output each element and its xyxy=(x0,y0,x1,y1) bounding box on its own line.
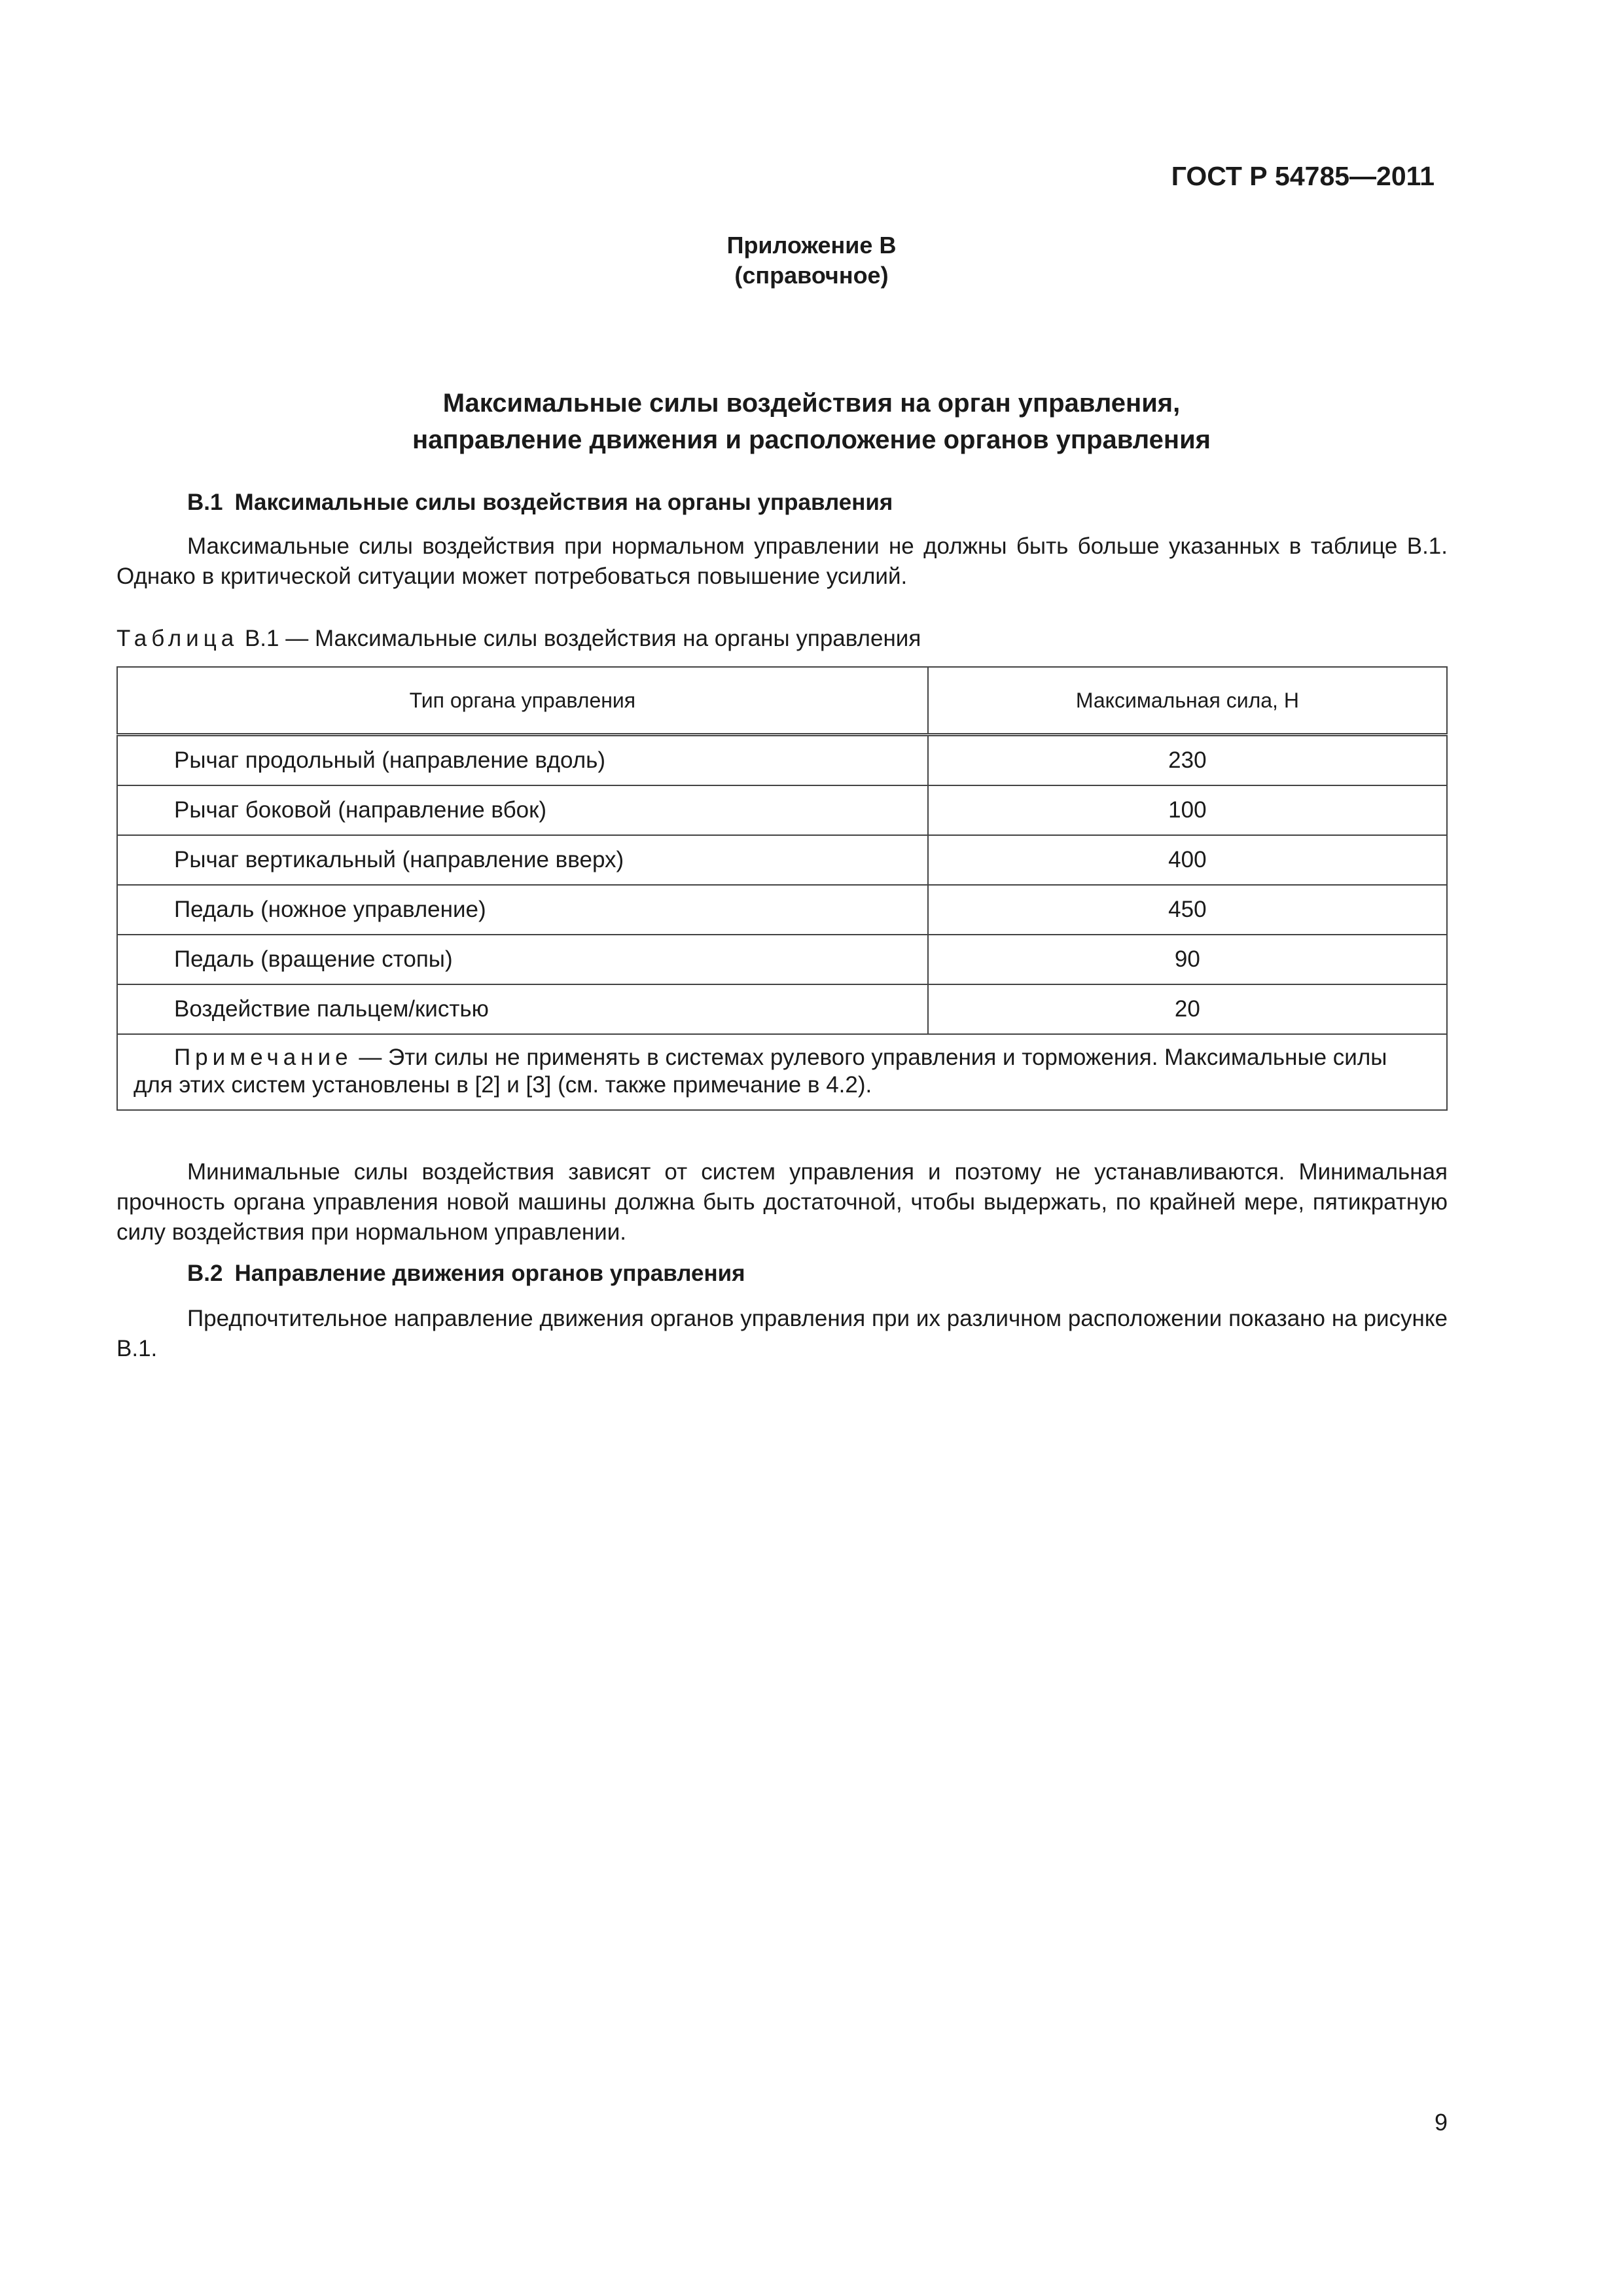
table-header-row xyxy=(117,667,1447,735)
column-header-force: Максимальная сила, Н xyxy=(928,667,1447,735)
table-row xyxy=(117,935,1447,984)
cell-force: 20 xyxy=(928,984,1447,1034)
cell-type: Рычаг продольный (направление вдоль) xyxy=(117,735,928,786)
section-b1-heading xyxy=(187,490,893,516)
cell-type: Педаль (вращение стопы) xyxy=(117,935,928,984)
table-row xyxy=(117,984,1447,1034)
table-note-word: Примечание xyxy=(174,1045,353,1070)
minimum-forces-paragraph xyxy=(116,1157,1448,1247)
appendix-status: (справочное) xyxy=(734,262,889,289)
cell-force: 100 xyxy=(928,785,1447,835)
cell-type: Воздействие пальцем/кистью xyxy=(117,984,928,1034)
page-number: 9 xyxy=(1434,2109,1448,2136)
table-row xyxy=(117,785,1447,835)
page-title-line1: Максимальные силы воздействия на орган управления, xyxy=(442,389,1181,418)
minimum-forces-paragraph-text: Минимальные силы воздействия зависят от систем управления и поэтому не устанавливаются. Минимальная прочность органа управления новой машины должна быть достаточной, чтобы выдержать, по крайней мере, пятикратную силу воздействия при нормальном управлении. xyxy=(116,1159,1448,1245)
cell-force: 230 xyxy=(928,735,1447,786)
section-b1-paragraph-text: Максимальные силы воздействия при нормальном управлении не должны быть больше указанных в таблице В.1. Однако в критической ситуации может потребоваться повышение усилий. xyxy=(116,533,1448,589)
section-b2-paragraph xyxy=(116,1304,1448,1364)
table-row xyxy=(117,735,1447,786)
cell-type: Рычаг боковой (направление вбок) xyxy=(117,785,928,835)
table-row xyxy=(117,885,1447,935)
cell-force: 400 xyxy=(928,835,1447,885)
appendix-heading xyxy=(0,230,1623,291)
appendix-label: Приложение В xyxy=(726,232,897,259)
forces-table xyxy=(116,666,1448,1111)
table-note-row xyxy=(117,1034,1447,1110)
section-b2-paragraph-text: Предпочтительное направление движения органов управления при их различном расположении показано на рисунке В.1. xyxy=(116,1306,1448,1361)
table-caption-text: В.1 — Максимальные силы воздействия на органы управления xyxy=(238,626,921,651)
section-b1-paragraph xyxy=(116,531,1448,592)
table-row xyxy=(117,835,1447,885)
table-note xyxy=(117,1034,1447,1110)
table-caption xyxy=(116,626,921,652)
document-code: ГОСТ Р 54785—2011 xyxy=(1171,161,1435,191)
page-title-line2: направление движения и расположение органов управления xyxy=(412,425,1211,454)
table-caption-word: Таблица xyxy=(116,626,239,651)
section-b2-number: В.2 xyxy=(187,1261,223,1286)
page-title xyxy=(0,385,1623,458)
column-header-type: Тип органа управления xyxy=(117,667,928,735)
cell-type: Педаль (ножное управление) xyxy=(117,885,928,935)
section-b2-title: Направление движения органов управления xyxy=(234,1261,745,1286)
cell-force: 450 xyxy=(928,885,1447,935)
section-b2-heading xyxy=(187,1261,745,1287)
section-b1-number: В.1 xyxy=(187,490,223,515)
cell-force: 90 xyxy=(928,935,1447,984)
section-b1-title: Максимальные силы воздействия на органы управления xyxy=(234,490,893,515)
table-note-text: — Эти силы не применять в системах рулевого управления и торможения. Максимальные силы для этих систем установлены в [2] и [3] (см. также примечание в 4.2). xyxy=(134,1045,1387,1098)
cell-type: Рычаг вертикальный (направление вверх) xyxy=(117,835,928,885)
